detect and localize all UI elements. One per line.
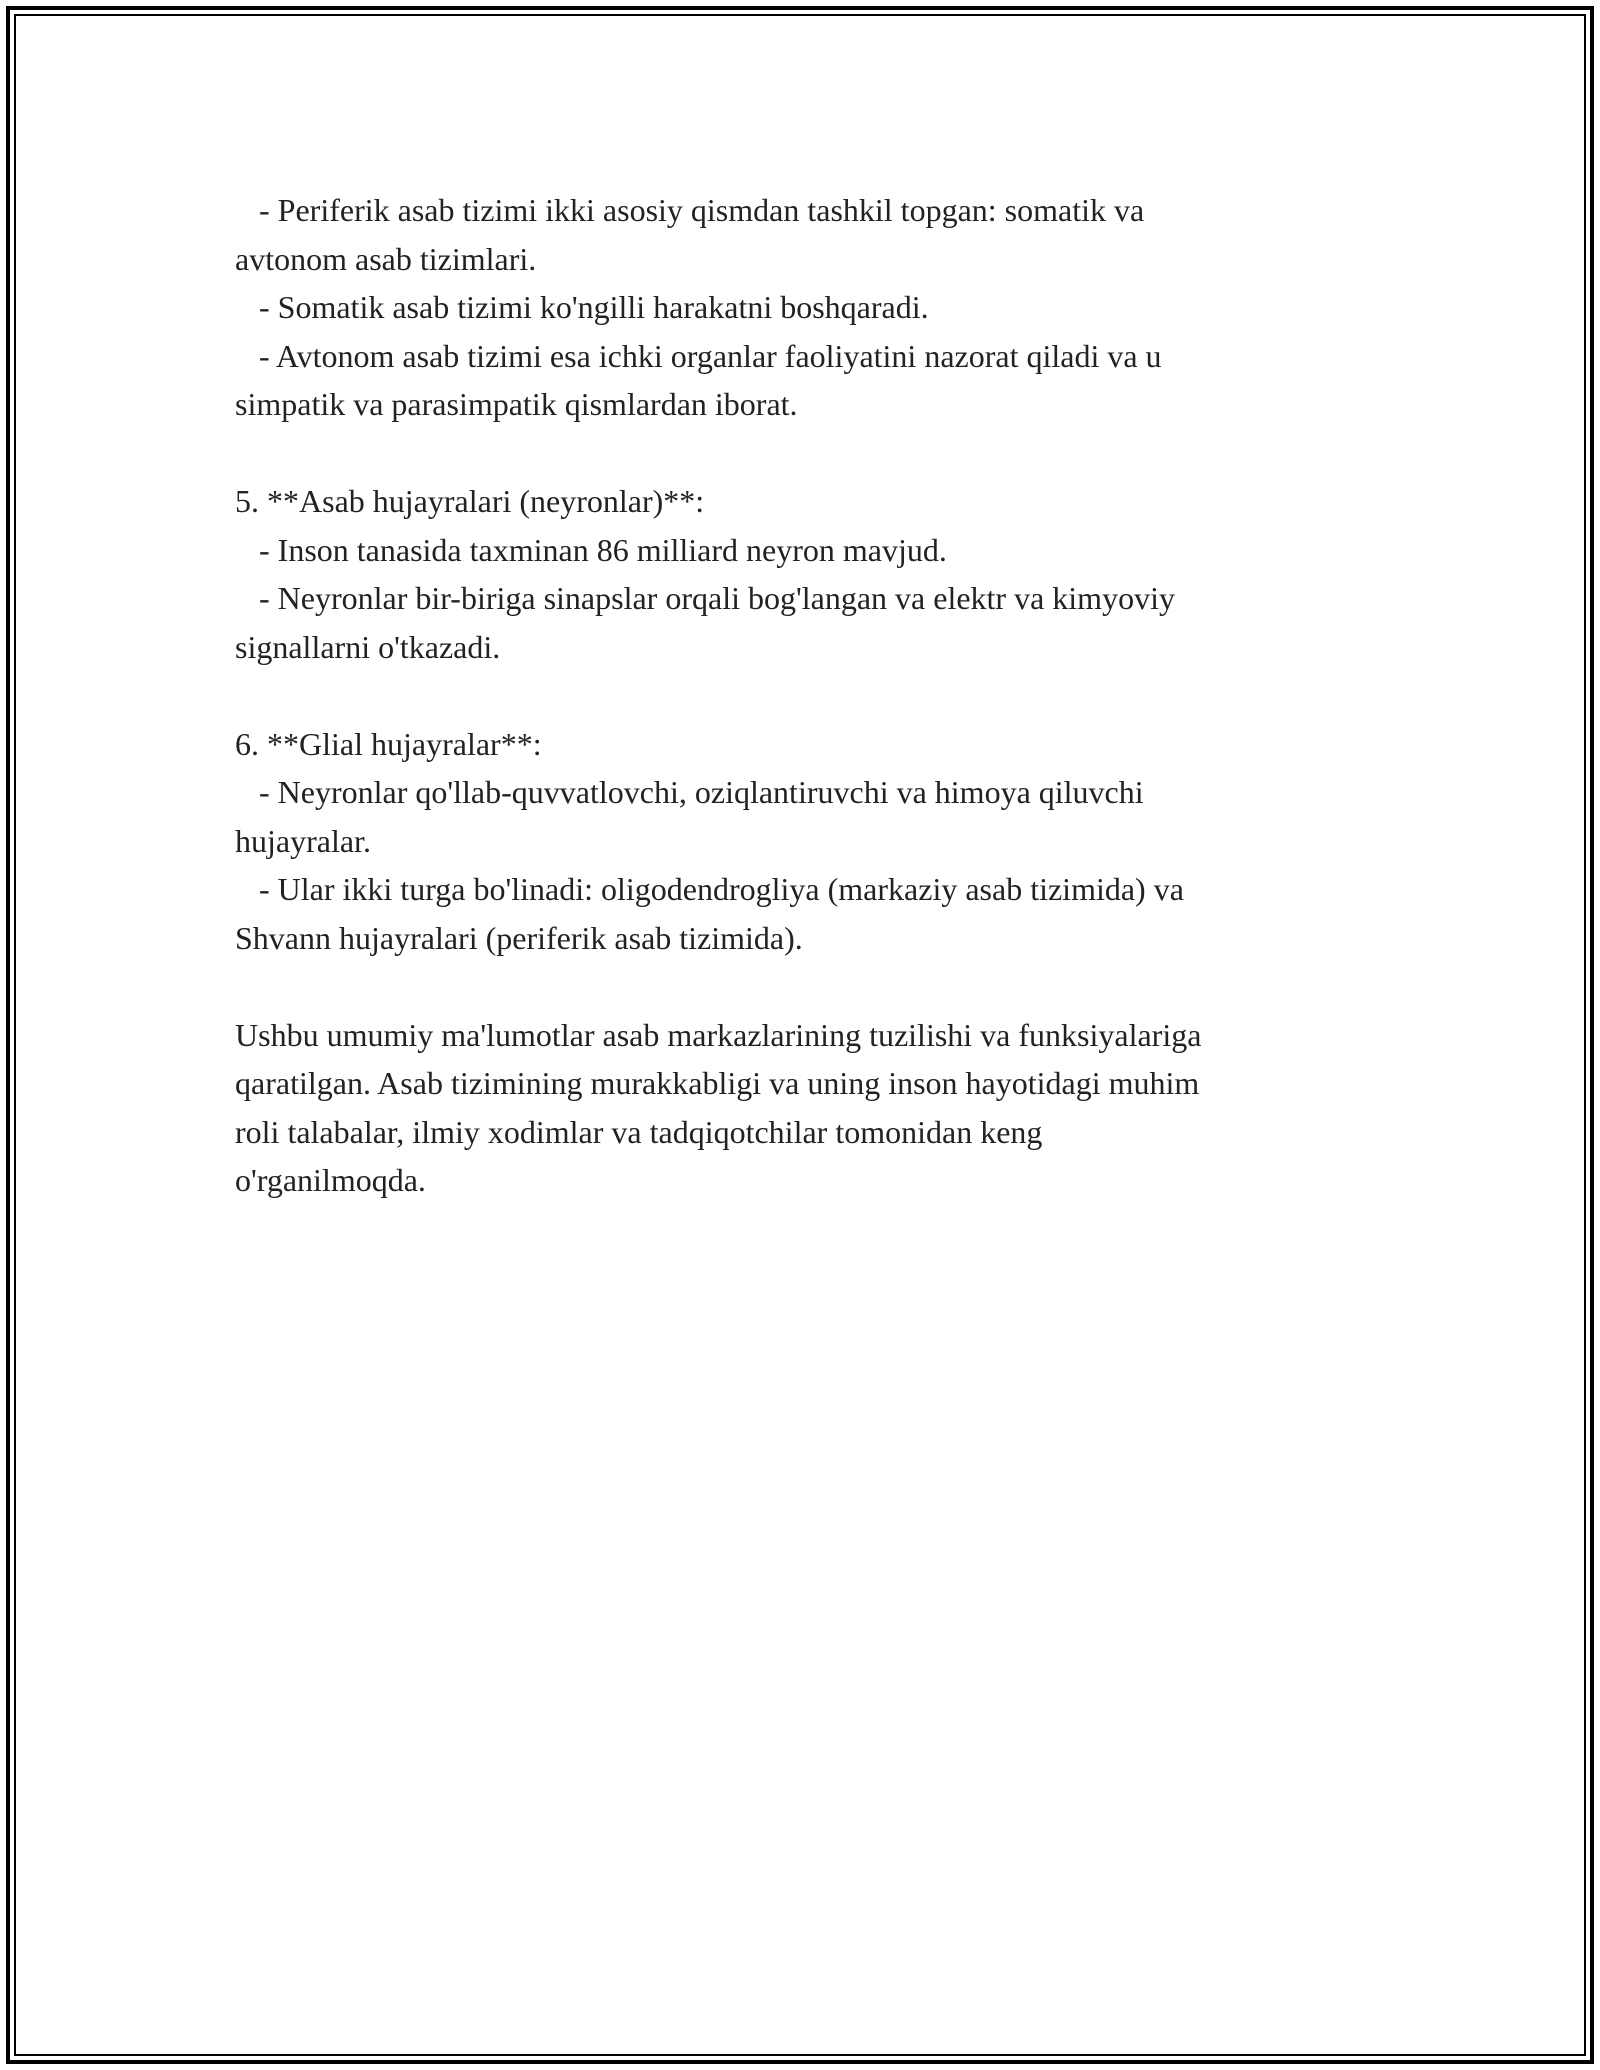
text-line: - Neyronlar bir-biriga sinapslar orqali bog'langan va elektr va kimyoviy	[235, 580, 1175, 616]
text-line: - Somatik asab tizimi ko'ngilli harakatni boshqaradi.	[235, 289, 929, 325]
document-body	[235, 186, 1365, 1205]
section-heading: 5. **Asab hujayralari (neyronlar)**:	[235, 483, 705, 519]
text-line: hujayralar.	[235, 822, 371, 859]
text-line: avtonom asab tizimlari.	[235, 240, 537, 277]
text-line: - Avtonom asab tizimi esa ichki organlar faoliyatini nazorat qiladi va u	[235, 337, 1162, 374]
paragraph-gap	[235, 671, 1365, 720]
text-line: - Inson tanasida taxminan 86 milliard neyron mavjud.	[235, 531, 947, 568]
summary-line: qaratilgan. Asab tizimining murakkabligi va uning inson hayotidagi muhim	[235, 1065, 1200, 1101]
text-line: Shvann hujayralari (periferik asab tizimida).	[235, 919, 803, 956]
summary-line: roli talabalar, ilmiy xodimlar va tadqiqotchilar tomonidan keng	[235, 1113, 1043, 1150]
text-line: - Periferik asab tizimi ikki asosiy qismdan tashkil topgan: somatik va	[235, 192, 1145, 228]
text-line: - Neyronlar qo'llab-quvvatlovchi, oziqlantiruvchi va himoya qiluvchi	[235, 774, 1144, 810]
text-line: signallarni o'tkazadi.	[235, 628, 501, 665]
summary-line: o'rganilmoqda.	[235, 1162, 426, 1198]
text-line: - Ular ikki turga bo'linadi: oligodendrogliya (markaziy asab tizimida) va	[235, 871, 1184, 907]
paragraph-gap	[235, 962, 1365, 1011]
paragraph-gap	[235, 429, 1365, 478]
summary-line: Ushbu umumiy ma'lumotlar asab markazlarining tuzilishi va funksiyalariga	[235, 1016, 1202, 1053]
section-heading: 6. **Glial hujayralar**:	[235, 725, 542, 762]
text-line: simpatik va parasimpatik qismlardan iborat.	[235, 386, 798, 422]
